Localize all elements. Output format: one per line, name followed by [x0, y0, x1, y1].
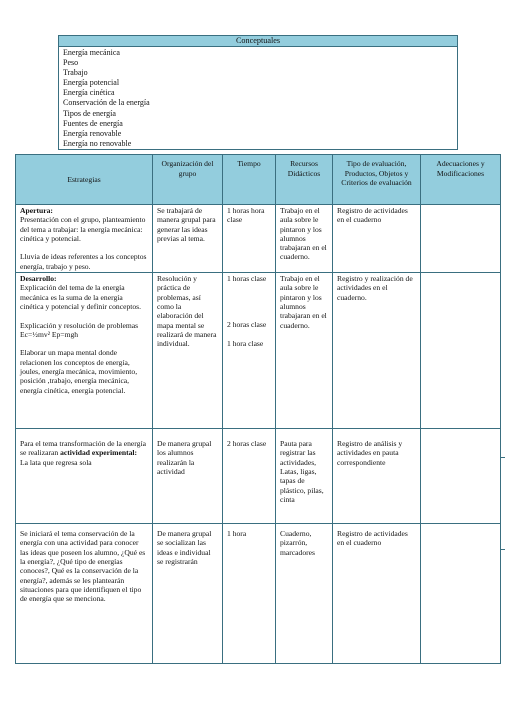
table-row — [16, 273, 501, 429]
estrategia-text: Explicación del tema de la energía mecánica es la suma de la energía cinética y potencial y definir conceptos. — [20, 283, 142, 311]
estrategia-cell: Para el tema transformación de la energía se realizaran actividad experimental: La lata que regresa sola — [16, 429, 153, 524]
recursos-cell: Cuaderno, pizarrón, marcadores — [276, 524, 333, 664]
recursos-cell: Pauta para registrar las actividades, Latas, ligas, tapas de plástico, pilas, cinta — [276, 429, 333, 524]
evaluacion-cell: Registro de análisis y actividades en pauta correspondiente — [333, 429, 421, 524]
estrategia-title: Desarrollo: — [20, 274, 57, 284]
tiempo-cell: 2 horas clase — [223, 429, 276, 524]
header-recursos: Recursos Didácticos — [276, 155, 333, 205]
header-organizacion: Organización del grupo — [153, 155, 223, 205]
adecuaciones-cell — [421, 273, 501, 429]
conceptuales-box — [58, 35, 458, 150]
evaluacion-cell: Registro de actividades en el cuaderno — [333, 524, 421, 664]
estrategia-title: Apertura: — [20, 206, 53, 215]
concept-item: Energía potencial — [63, 78, 120, 88]
organizacion-cell: De manera grupal se socializan las ideas e individual se registrarán — [153, 524, 223, 664]
concept-item: Energía renovable — [63, 128, 122, 138]
estrategia-text: Explicación y resolución de problemas Ec=½mv² Ep=mgh — [20, 320, 139, 339]
estrategia-text: La lata que regresa sola — [20, 457, 92, 467]
planning-table — [15, 154, 501, 664]
organizacion-cell: Se trabajará de manera grupal para generar las ideas previas al tema. — [153, 205, 223, 273]
adecuaciones-cell — [421, 429, 501, 524]
table-row — [16, 524, 501, 664]
estrategia-cell — [16, 205, 153, 273]
tiempo-text: 2 horas clase — [227, 320, 267, 330]
concept-item: Peso — [63, 58, 79, 68]
conceptuales-header: Conceptuales — [59, 36, 457, 47]
recursos-cell: Trabajo en el aula sobre le pintaron y los alumnos trabajaran en el cuaderno. — [276, 205, 333, 273]
tiempo-text: 1 horas clase — [227, 274, 267, 284]
evaluacion-cell: Registro y realización de actividades en el cuaderno. — [333, 273, 421, 429]
adecuaciones-cell — [421, 524, 501, 664]
estrategia-text: Lluvia de ideas referentes a los conceptos energía, trabajo y peso. — [20, 252, 147, 271]
estrategia-text: Para el tema transformación de la energía se realizaran — [20, 439, 146, 458]
organizacion-cell: Resolución y práctica de problemas, así como la elaboración del mapa mental se realizará de manera individual. — [153, 273, 223, 429]
concept-item: Energía cinética — [63, 88, 115, 98]
concept-item: Tipos de energía — [63, 108, 116, 118]
table-row — [16, 205, 501, 273]
header-adecuaciones: Adecuaciones y Modificaciones — [421, 155, 501, 205]
header-evaluacion: Tipo de evaluación, Productos, Objetos y Criterios de evaluación — [333, 155, 421, 205]
evaluacion-cell: Registro de actividades en el cuaderno — [333, 205, 421, 273]
conceptuales-list — [59, 47, 457, 149]
estrategia-cell — [16, 273, 153, 429]
header-tiempo: Tiempo — [223, 155, 276, 205]
concept-item: Trabajo — [63, 68, 88, 78]
tiempo-cell — [223, 273, 276, 429]
recursos-cell: Trabajo en el aula sobre le pintaron y los alumnos trabajaran en el cuaderno. — [276, 273, 333, 429]
organizacion-cell: De manera grupal los alumnos realizarán la actividad — [153, 429, 223, 524]
row-divider-tail — [500, 549, 505, 550]
concept-item: Energía no renovable — [63, 138, 132, 148]
concept-item: Conservación de la energía — [63, 98, 150, 108]
row-divider-tail — [500, 457, 505, 458]
estrategia-text: Elaborar un mapa mental donde relacionen los conceptos de energía, joules, energía mecánica, movimiento, posición ,trabajo, energía mecánica, energía cinética, energía potencial. — [20, 348, 138, 395]
header-estrategias: Estrategias — [16, 155, 153, 205]
table-header-row — [16, 155, 501, 205]
estrategia-cell: Se iniciará el tema conservación de la energía con una actividad para conocer las ideas que poseen los alumno, ¿Qué es la energía?, ¿Qué tipo de energías conoces?, Qué es la conservación de la energía?, además se les plantearán situaciones para que identifiquen el tipo de energía que se menciona. — [16, 524, 153, 664]
concept-item: Energía mecánica — [63, 48, 120, 57]
estrategia-bold: actividad experimental — [60, 448, 135, 458]
tiempo-cell: 1 horas hora clase — [223, 205, 276, 273]
estrategia-text: Presentación con el grupo, planteamiento del tema a trabajar: la energía mecánica: cinética y potencial. — [20, 215, 146, 243]
concept-item: Fuentes de energía — [63, 118, 123, 128]
table-row — [16, 429, 501, 524]
tiempo-cell: 1 hora — [223, 524, 276, 664]
adecuaciones-cell — [421, 205, 501, 273]
tiempo-text: 1 hora clase — [227, 338, 264, 348]
